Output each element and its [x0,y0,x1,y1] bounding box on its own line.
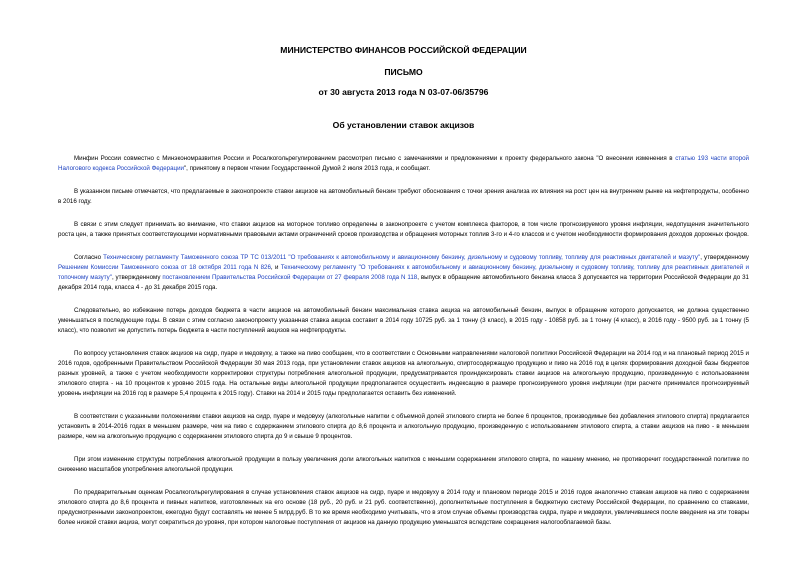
paragraph-4-text-c: , и [270,264,281,271]
paragraph-4-text-a: Согласно [74,254,104,261]
paragraph-6 [58,349,749,399]
document-type: ПИСЬМО [384,67,423,77]
paragraph-4-text-d: , утвержденному [111,274,163,281]
paragraph-5-text: Следовательно, во избежание потерь доходов бюджета в части акцизов на автомобильный бензин максимальная ставка акциза на автомобильный бензин, выпуск в обращение которого допускается, не должна существенно уменьшаться в последующие годы. В связи с этим согласно законопроекту указанная ставка акциза составит в 2014 году 10725 руб. за 1 тонну (3 класс), в 2015 году - 10858 руб. за 1 тонну (4 класс), в 2016 году - 9500 руб. за 1 тонну (5 класс), что позволит не допустить потерь бюджета в части поступлений акцизов на нефтепродукты. [58,307,749,334]
ministry-heading: МИНИСТЕРСТВО ФИНАНСОВ РОССИЙСКОЙ ФЕДЕРАЦИИ [280,45,527,55]
link-resolution-118[interactable]: постановлением Правительства Российской Федерации от 27 февраля 2008 года N 118 [162,274,418,281]
paragraph-8 [58,455,749,475]
paragraph-4-text-e: , выпуск в обращение автомобильного бензина класса 3 допускается на территории Российской Федерации до 31 декабря 2014 года, класса 4 - до 31 декабря 2015 года. [58,274,749,291]
paragraph-1-text-b: ", принятому в первом чтении Государственной Думой 2 июля 2013 года, и сообщает. [183,165,431,172]
paragraph-7-text: В соответствии с указанными положениями ставки акцизов на сидр, пуаре и медовуху (алкогольные напитки с объемной долей этилового спирта не более 6 процентов, производимые без добавления этилового спирта) предлагается установить в 2014-2016 годах в меньшем размере, чем на пиво с содержанием этилового спирта до 8,6 процента и алкогольную продукцию, произведенную с использованием этилового спирта, а ставки акцизов на пиво - в меньшем размере, чем на алкогольную продукцию с содержанием этилового спирта до 9 и свыше 9 процентов. [58,413,749,440]
paragraph-6-text: По вопросу установления ставок акцизов на сидр, пуаре и медовуху, а также на пиво сообщаем, что в соответствии с Основными направлениями налоговой политики Российской Федерации на 2014 год и на плановый период 2015 и 2016 годов, одобренными Правительством Российской Федерации 30 мая 2013 года, при установлении ставок акцизов на алкогольную, спиртосодержащую продукцию и пиво на 2016 год в целях формирования доходной базы бюджетов разных уровней, а также с учетом необходимости корректировки структуры потребления алкогольной продукции, предусматривается проиндексировать ставки акцизов на алкогольную продукцию, произведенную с использованием этилового спирта - на 10 процентов к уровню 2015 года. На остальные виды алкогольной продукции предполагается осуществить индексацию в размере прогнозируемого уровня инфляции (при расчете принимался прогнозируемый уровень инфляции на 2016 год в размере 5,4 процента к 2015 году). Ставки на 2014 и 2015 годы предполагается оставить без изменений. [58,350,749,397]
paragraph-2-text: В указанном письме отмечается, что предлагаемые в законопроекте ставки акцизов на автомобильный бензин требуют обоснования с точки зрения анализа их влияния на рост цен на внутреннем рынке на нефтепродукты, особенно в 2016 году. [58,188,749,205]
paragraph-4 [58,253,749,293]
paragraph-8-text: При этом изменение структуры потребления алкогольной продукции в пользу увеличения доли алкогольных напитков с меньшим содержанием этилового спирта, по нашему мнению, не противоречит государственной политике по снижению масштабов употребления алкогольной продукции. [58,456,749,473]
paragraph-9-text: По предварительным оценкам Росалкогольрегулирования в случае установления ставок акцизов на сидр, пуаре и медовуху в 2014 году и плановом периоде 2015 и 2016 годов аналогично ставкам акцизов на пиво с содержанием этилового спирта до 8,6 процента и пивных напитков, изготовленных на его основе (18 руб., 20 руб. и 21 руб. соответственно), дополнительные поступления в бюджетную систему Российской Федерации, по сравнению со ставками, предусмотренными законопроектом, ежегодно будут составлять не менее 5 млрд.руб. В то же время необходимо учитывать, что в этом случае объемы производства сидра, пуаре и медовухи, увеличившиеся после введения на эти товары более низкой ставки акциза, могут сократиться до уровня, при котором налоговые поступления от акцизов на данную продукцию уменьшатся вследствие сокращения налогооблагаемой базы. [58,489,749,526]
paragraph-9 [58,488,749,528]
link-article-193[interactable]: статью 193 части второй Налогового кодекса Российской Федерации [58,155,749,172]
document-subject: Об установлении ставок акцизов [332,120,475,130]
paragraph-4-text-b: , утвержденному [700,254,749,261]
paragraph-2 [58,187,749,207]
paragraph-1-text-a: Минфин России совместно с Минэкономразвития России и Росалкогольрегулированием рассмотрел письмо с замечаниями и предложениями к проекту федерального закона "О внесении изменения в [74,155,676,162]
paragraph-1 [58,154,749,174]
link-technical-regulation[interactable]: Техническому регламенту "О требованиях к автомобильному и авиационному бензину, дизельному и судовому топливу, топливу для реактивных двигателей и топочному мазуту" [58,264,749,281]
link-tr-ts-013-2011[interactable]: Техническому регламенту Таможенного союза ТР ТС 013/2011 "О требованиях к автомобильному и авиационному бензину, дизельному и судовому топливу, топливу для реактивных двигателей и мазуту" [103,254,701,261]
link-decision-826[interactable]: Решением Комиссии Таможенного союза от 18 октября 2011 года N 826 [58,264,271,271]
paragraph-5 [58,306,749,336]
paragraph-3-text: В связи с этим следует принимать во внимание, что ставки акцизов на моторное топливо определены в законопроекте с учетом комплекса факторов, в том числе прогнозируемого уровня инфляции, недопущения значительного роста цен, а также принятых соответствующими нормативными правовыми актами ограничений сроков производства и обращения моторных топлив 3-го и 4-го классов и с учетом необходимости формирования доходов дорожных фондов. [58,221,749,238]
document-date-number: от 30 августа 2013 года N 03-07-06/35796 [318,87,489,97]
paragraph-3 [58,220,749,240]
paragraph-7 [58,412,749,442]
